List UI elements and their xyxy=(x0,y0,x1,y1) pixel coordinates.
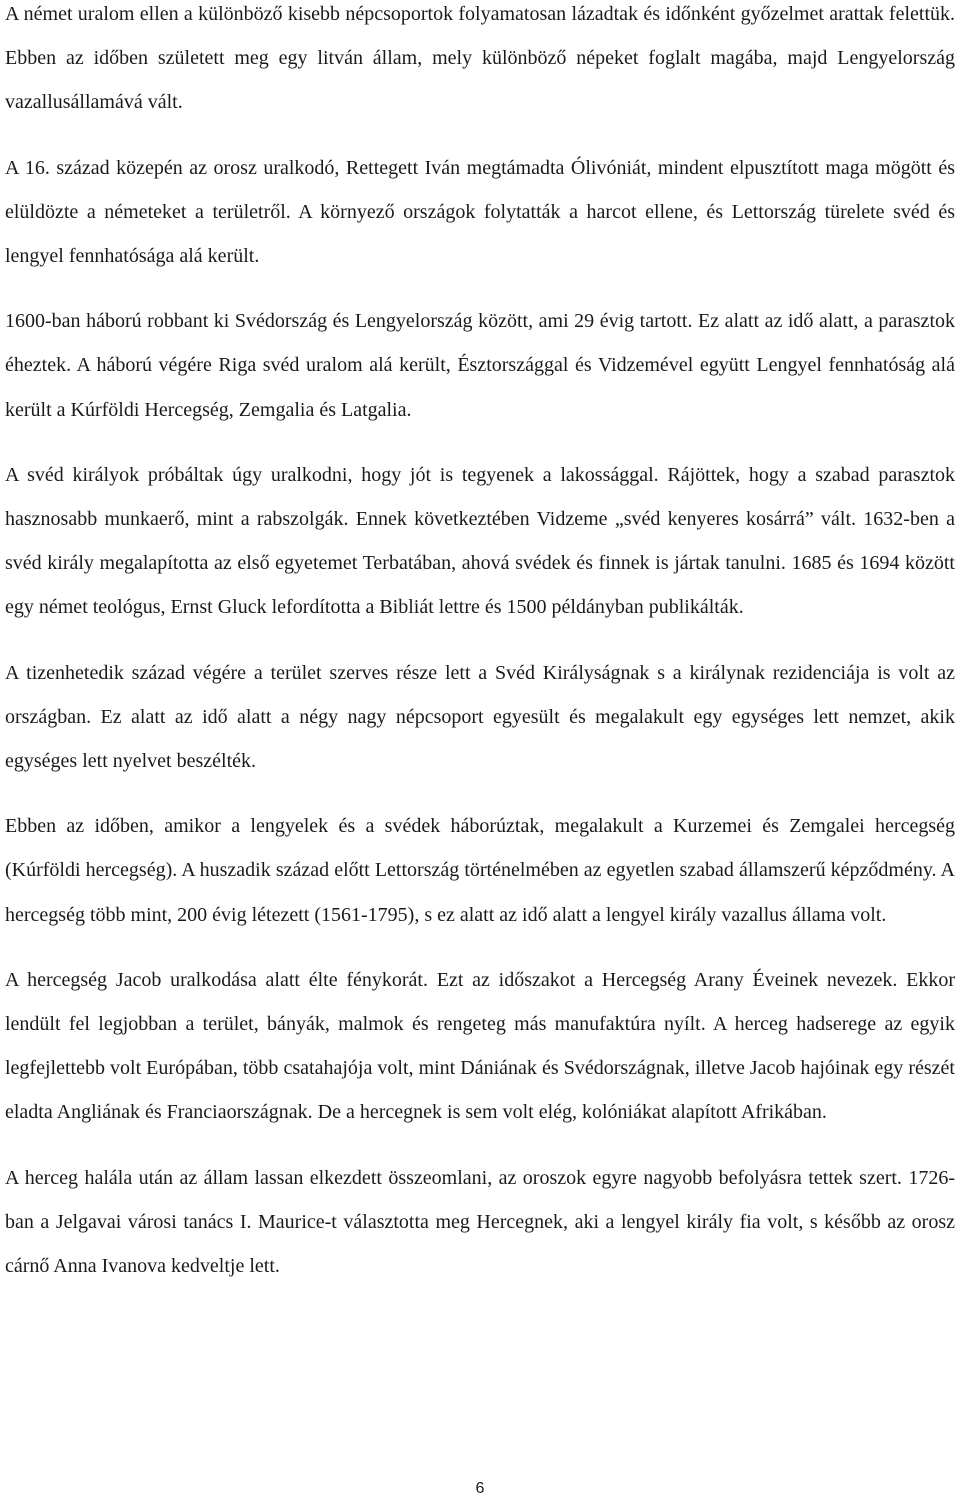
paragraph: A hercegség Jacob uralkodása alatt élte fénykorát. Ezt az időszakot a Hercegség Arany Éveinek nevezek. Ekkor lendült fel legjobban a terület, bányák, malmok és rengeteg más manufaktúra nyílt. A herceg hadserege az egyik legfejlettebb volt Európában, több csatahajója volt, mint Dániának és Svédországnak, illetve Jacob hajóinak egy részét eladta Angliának és Franciaországnak. De a hercegnek is sem volt elég, kolóniákat alapított Afrikában. xyxy=(5,968,955,1124)
paragraph: A tizenhetedik század végére a terület szerves része lett a Svéd Királyságnak s a királynak rezidenciája is volt az országban. Ez alatt az idő alatt a négy nagy népcsoport egyesült és megalakult egy egységes lett nemzet, akik egységes lett nyelvet beszélték. xyxy=(5,661,955,773)
paragraph: 1600-ban háború robbant ki Svédország és Lengyelország között, ami 29 évig tartott. Ez alatt az idő alatt, a parasztok éheztek. A háború végére Riga svéd uralom alá került, Észtországgal és Vidzemével együtt Lengyel fennhatóság alá került a Kúrföldi Hercegség, Zemgalia és Latgalia. xyxy=(5,310,955,421)
paragraph: Ebben az időben, amikor a lengyelek és a svédek háborúztak, megalakult a Kurzemei és Zemgalei hercegség (Kúrföldi hercegség). A huszadik század előtt Lettország történelmében az egyetlen szabad államszerű képződmény. A hercegség több mint, 200 évig létezett (1561-1795), s ez alatt az idő alatt a lengyel király vazallus állama volt. xyxy=(5,815,955,926)
document-page xyxy=(5,0,955,1309)
paragraph: A svéd királyok próbáltak úgy uralkodni, hogy jót is tegyenek a lakossággal. Rájöttek, hogy a szabad parasztok hasznosabb munkaerő, mint a rabszolgák. Ennek következtében Vidzeme „svéd kenyeres kosárrá” vált. 1632-ben a svéd király megalapította az első egyetemet Terbatában, ahová svédek és finnek is jártak tanulni. 1685 és 1694 között egy német teológus, Ernst Gluck lefordította a Bibliát lettre és 1500 példányban publikálták. xyxy=(5,463,955,619)
paragraph: A német uralom ellen a különböző kisebb népcsoportok folyamatosan lázadtak és időnként győzelmet arattak felettük. Ebben az időben született meg egy litván állam, mely különböző népeket foglalt magába, majd Lengyelország vazallusállamává vált. xyxy=(5,3,955,114)
paragraph: A herceg halála után az állam lassan elkezdett összeomlani, az oroszok egyre nagyobb befolyásra tettek szert. 1726-ban a Jelgavai városi tanács I. Maurice-t választotta meg Hercegnek, aki a lengyel király fia volt, s később az orosz cárnő Anna Ivanova kedveltje lett. xyxy=(5,1166,955,1278)
page-number: 6 xyxy=(475,1480,485,1497)
paragraph: A 16. század közepén az orosz uralkodó, Rettegett Iván megtámadta Ólivóniát, mindent elpusztított maga mögött és elüldözte a németeket a területről. A környező országok folytatták a harcot ellene, és Lettország türelete svéd és lengyel fennhatósága alá került. xyxy=(5,156,955,268)
